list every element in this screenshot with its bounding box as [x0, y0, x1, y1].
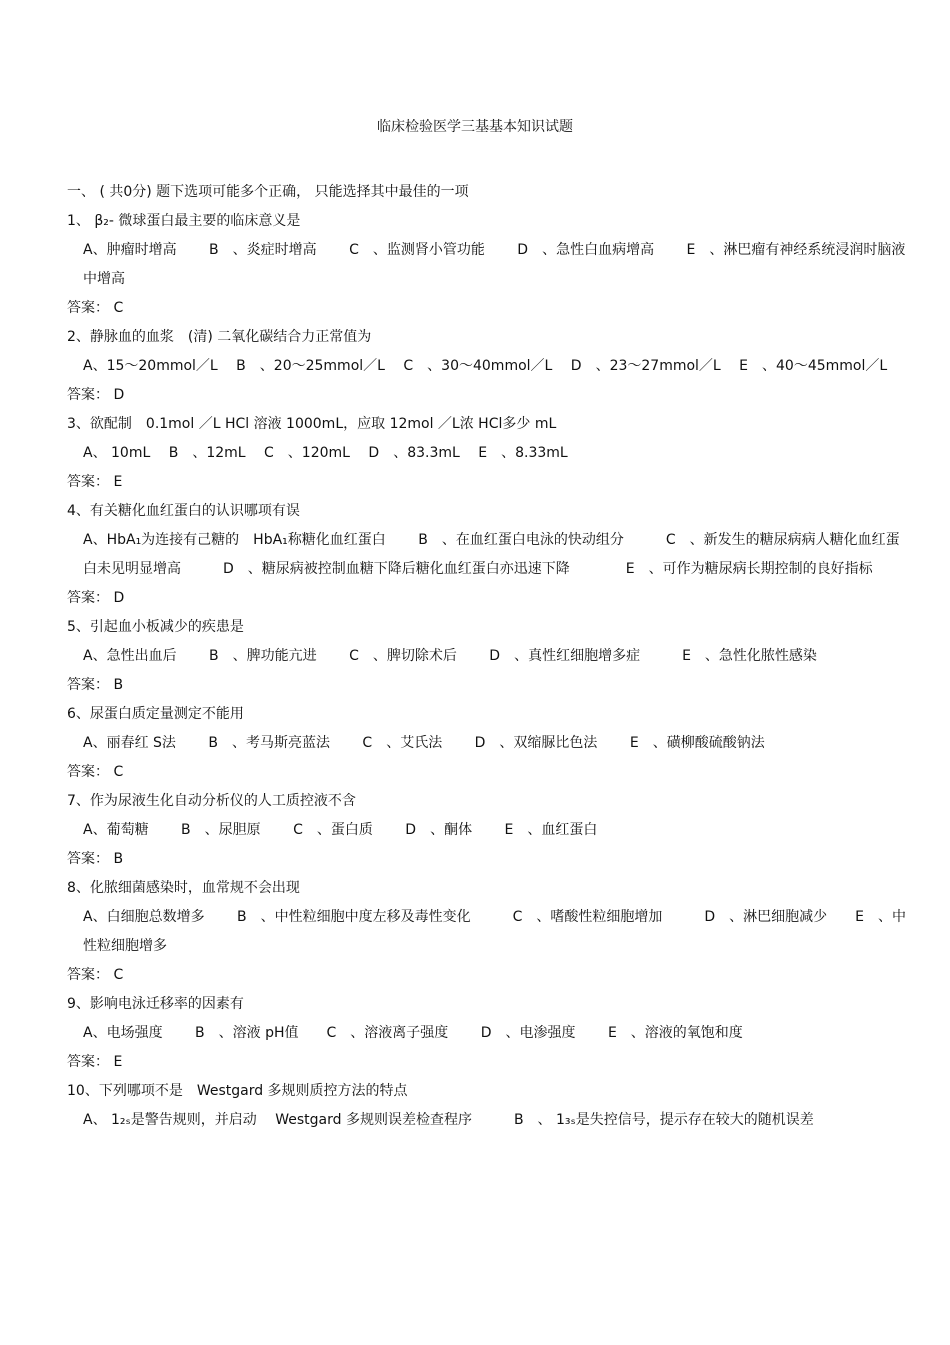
question-stem: 6、尿蛋白质定量测定不能用: [67, 706, 244, 722]
question-answer: 答案： B: [67, 677, 124, 693]
page-title: 临床检验医学三基基本知识试题: [377, 119, 573, 135]
question-stem: 1、 β₂- 微球蛋白最主要的临床意义是: [67, 213, 301, 229]
question-options: A、 1₂ₛ是警告规则，并启动 Westgard 多规则误差检查程序 B 、 1₃ₛ是失控信号，提示存在较大的随机误差: [83, 1112, 814, 1128]
question-options: A、 10mL B 、12mL C 、120mL D 、83.3mL E 、8.33mL: [83, 445, 568, 461]
question-options: A、肿瘤时增高 B 、炎症时增高 C 、监测肾小管功能 D 、急性白血病增高 E 、淋巴瘤有神经系统浸润时脑液中增高: [83, 242, 906, 287]
question-answer: 答案： E: [67, 474, 123, 490]
question-options: A、白细胞总数增多 B 、中性粒细胞中度左移及毒性变化 C 、嗜酸性粒细胞增加 D 、淋巴细胞减少 E 、中性粒细胞增多: [83, 909, 907, 954]
question-options: A、丽春红 S法 B 、考马斯亮蓝法 C 、艾氏法 D 、双缩脲比色法 E 、磺柳酸硫酸钠法: [83, 735, 765, 751]
question-stem: 5、引起血小板减少的疾患是: [67, 619, 244, 635]
question-answer: 答案： B: [67, 851, 124, 867]
question-answer: 答案： D: [67, 590, 125, 606]
question-stem: 8、化脓细菌感染时，血常规不会出现: [67, 880, 300, 896]
question-stem: 9、影响电泳迁移率的因素有: [67, 996, 244, 1012]
section-heading: 一、 ( 共0分) 题下选项可能多个正确， 只能选择其中最佳的一项: [67, 184, 469, 200]
question-options: A、急性出血后 B 、脾功能亢进 C 、脾切除术后 D 、真性红细胞增多症 E 、急性化脓性感染: [83, 648, 817, 664]
question-stem: 7、作为尿液生化自动分析仪的人工质控液不含: [67, 793, 356, 809]
question-answer: 答案： D: [67, 387, 125, 403]
question-answer: 答案： C: [67, 300, 124, 316]
question-answer: 答案： C: [67, 967, 124, 983]
question-stem: 3、欲配制 0.1mol ／L HCl 溶液 1000mL，应取 12mol ／L浓 HCl多少 mL: [67, 416, 557, 432]
question-options: A、15～20mmol／L B 、20～25mmol／L C 、30～40mmol／L D 、23～27mmol／L E 、40～45mmol／L: [83, 358, 888, 374]
question-stem: 4、有关糖化血红蛋白的认识哪项有误: [67, 503, 300, 519]
question-options: A、葡萄糖 B 、尿胆原 C 、蛋白质 D 、酮体 E 、血红蛋白: [83, 822, 598, 838]
question-stem: 10、下列哪项不是 Westgard 多规则质控方法的特点: [67, 1083, 408, 1099]
question-options: A、HbA₁为连接有己糖的 HbA₁称糖化血红蛋白 B 、在血红蛋白电泳的快动组分 C 、新发生的糖尿病病人糖化血红蛋白未见明显增高 D 、糖尿病被控制血糖下降后糖化血红蛋白亦迅速下降 E 、可作为糖尿病长期控制的良好指标: [83, 532, 900, 577]
question-stem: 2、静脉血的血浆 (清) 二氧化碳结合力正常值为: [67, 329, 372, 345]
question-answer: 答案： E: [67, 1054, 123, 1070]
question-answer: 答案： C: [67, 764, 124, 780]
question-options: A、电场强度 B 、溶液 pH值 C 、溶液离子强度 D 、电渗强度 E 、溶液的氧饱和度: [83, 1025, 743, 1041]
question-list: [67, 178, 917, 1135]
